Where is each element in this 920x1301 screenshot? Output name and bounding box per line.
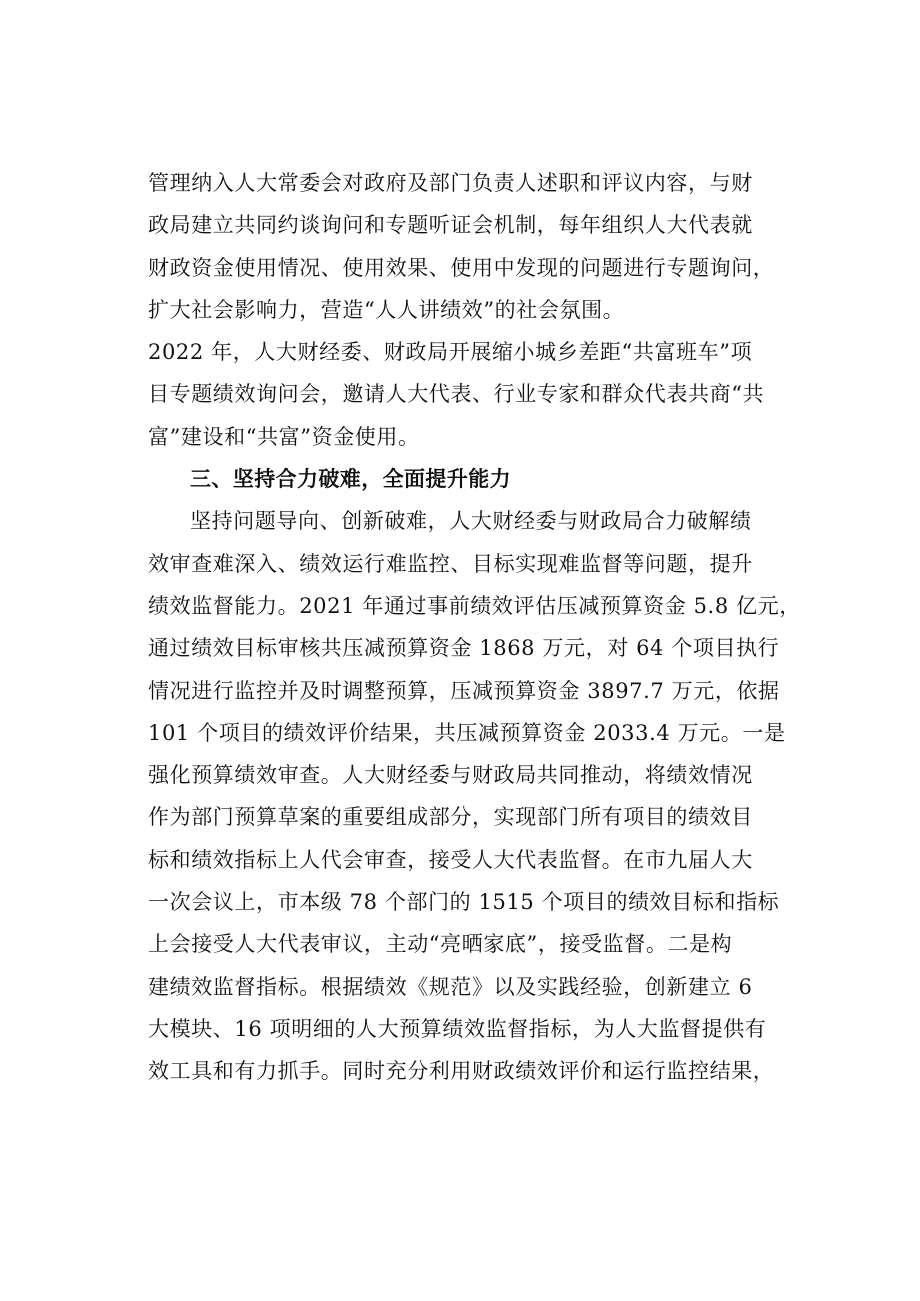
- text-line: 作为部门预算草案的重要组成部分，实现部门所有项目的绩效目: [148, 805, 753, 830]
- text-line: 通过绩效目标审核共压减预算资金 1868 万元，对 64 个项目执行: [148, 636, 780, 661]
- text-line: 财政资金使用情况、使用效果、使用中发现的问题进行专题询问，: [148, 255, 775, 280]
- text-line: 坚持问题导向、创新破难，人大财经委与财政局合力破解绩: [190, 509, 752, 534]
- paragraph-1: [148, 162, 808, 331]
- paragraph-2: [148, 331, 808, 458]
- text-line: 效工具和有力抓手。同时充分利用财政绩效评价和运行监控结果，: [148, 1059, 775, 1084]
- text-line: 政局建立共同约谈询问和专题听证会机制，每年组织人大代表就: [148, 213, 753, 238]
- text-line: 强化预算绩效审查。人大财经委与财政局共同推动，将绩效情况: [148, 763, 753, 788]
- text-line: 目专题绩效询问会，邀请人大代表、行业专家和群众代表共商“共: [148, 382, 765, 407]
- paragraph-3: [148, 500, 808, 1092]
- text-line: 101 个项目的绩效评价结果，共压减预算资金 2033.4 万元。一是: [148, 720, 786, 745]
- text-line: 上会接受人大代表审议，主动“亮晒家底”，接受监督。二是构: [148, 932, 733, 957]
- text-line: 建绩效监督指标。根据绩效《规范》以及实践经验，创新建立 6: [148, 974, 753, 999]
- text-line: 绩效监督能力。2021 年通过事前绩效评估压减预算资金 5.8 亿元，: [148, 593, 801, 618]
- text-line: 情况进行监控并及时调整预算，压减预算资金 3897.7 万元，依据: [148, 678, 780, 703]
- text-line: 一次会议上，市本级 78 个部门的 1515 个项目的绩效目标和指标: [148, 890, 780, 915]
- text-line: 效审查难深入、绩效运行难监控、目标实现难监督等问题，提升: [148, 551, 753, 576]
- section-heading: 三、坚持合力破难，全面提升能力: [190, 467, 511, 492]
- text-line: 标和绩效指标上人代会审查，接受人大代表监督。在市九届人大: [148, 847, 753, 872]
- text-line: 扩大社会影响力，营造“人人讲绩效”的社会氛围。: [148, 297, 625, 322]
- text-line: 管理纳入人大常委会对政府及部门负责人述职和评议内容，与财: [148, 171, 753, 195]
- document-page: [148, 162, 808, 1093]
- text-line: 2022 年，人大财经委、财政局开展缩小城乡差距“共富班车”项: [148, 340, 753, 365]
- text-line: 大模块、16 项明细的人大预算绩效监督指标，为人大监督提供有: [148, 1016, 767, 1041]
- text-line: 富”建设和“共富”资金使用。: [148, 424, 420, 449]
